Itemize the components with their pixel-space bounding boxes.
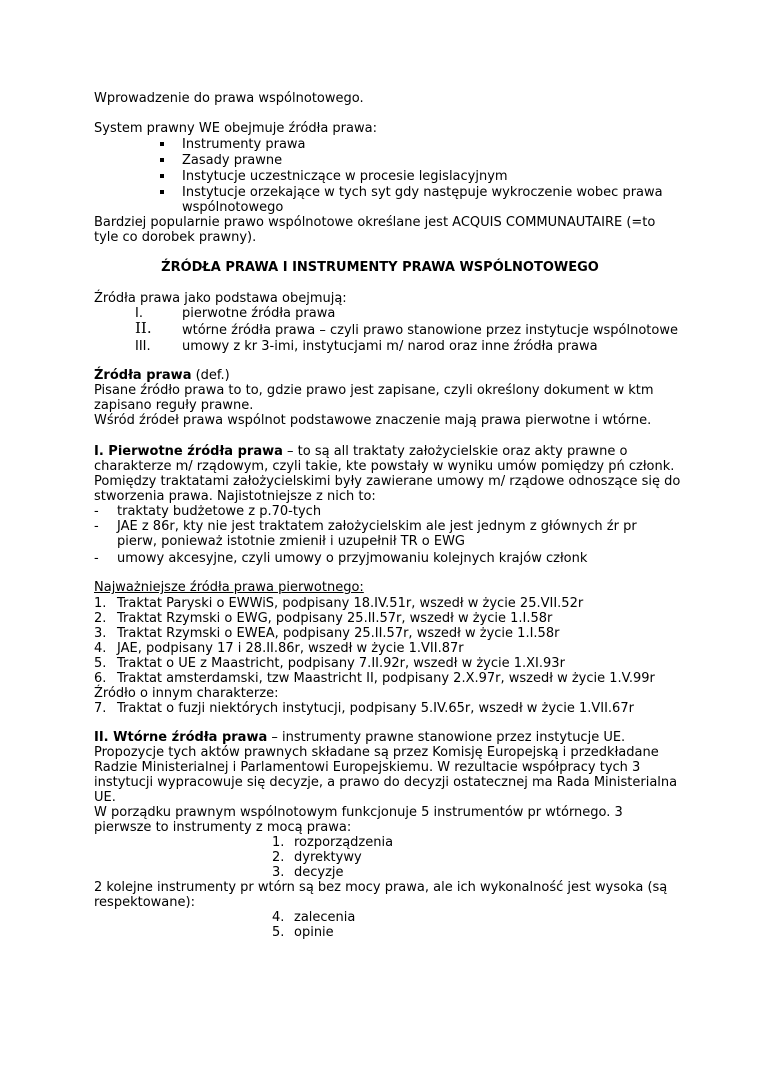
treaty-num: 7. — [94, 701, 107, 716]
instrument-num: 4. — [272, 910, 285, 925]
instrument-item: decyzje — [294, 865, 344, 880]
acquis-line: tyle co dorobek prawny). — [94, 230, 257, 245]
other-label: Źródło o innym charakterze: — [94, 686, 279, 701]
bullet-marker — [160, 190, 164, 194]
secondary-line: UE. — [94, 790, 116, 805]
bullet-marker — [160, 158, 164, 162]
instrument-num: 2. — [272, 850, 285, 865]
dash-item: JAE z 86r, kty nie jest traktatem założycielskim ale jest jednym z głównych źr pr — [117, 519, 637, 534]
treaty-item: Traktat o UE z Maastricht, podpisany 7.II.92r, wszedł w życie 1.XI.93r — [117, 656, 565, 671]
primary-line: Pomiędzy traktatami założycielskimi były zawierane umowy m/ rządowe odnoszące się do — [94, 474, 681, 489]
nonbinding-line: respektowane): — [94, 895, 195, 910]
secondary-first-line — [94, 730, 625, 745]
basis-item: pierwotne źródła prawa — [182, 306, 336, 321]
basis-num: II. — [135, 319, 152, 337]
primary-first-rest: – to są all traktaty założycielskie oraz akty prawne o — [282, 444, 628, 459]
primary-first-line — [94, 444, 627, 459]
dash-item: traktaty budżetowe z p.70-tych — [117, 504, 322, 519]
basis-item: wtórne źródła prawa – czyli prawo stanowione przez instytucje wspólnotowe — [182, 323, 678, 338]
instrument-item: rozporządzenia — [294, 835, 394, 850]
basis-lead: Źródła prawa jako podstawa obejmują: — [94, 291, 347, 306]
acquis-line: Bardziej popularnie prawo wspólnotowe określane jest ACQUIS COMMUNAUTAIRE (=to — [94, 215, 656, 230]
definition-term: Źródła prawa — [94, 368, 192, 383]
definition-line: zapisano reguły prawne. — [94, 398, 254, 413]
treaty-item: Traktat amsterdamski, tzw Maastricht II, podpisany 2.X.97r, wszedł w życie 1.V.99r — [117, 671, 655, 686]
definition-suffix: (def.) — [191, 368, 230, 383]
instrument-item: zalecenia — [294, 910, 356, 925]
treaty-item: Traktat Rzymski o EWG, podpisany 25.II.57r, wszedł w życie 1.I.58r — [117, 611, 553, 626]
important-heading: Najważniejsze źródła prawa pierwotnego: — [94, 580, 364, 595]
secondary-line: W porządku prawnym wspólnotowym funkcjonuje 5 instrumentów pr wtórnego. 3 — [94, 805, 623, 820]
instrument-num: 3. — [272, 865, 285, 880]
bullet-item: Instytucje uczestniczące w procesie legislacyjnym — [182, 169, 508, 184]
bullet-item: Instrumenty prawa — [182, 137, 306, 152]
nonbinding-line: 2 kolejne instrumenty pr wtórn są bez mocy prawa, ale ich wykonalność jest wysoka (są — [94, 880, 668, 895]
secondary-term: II. Wtórne źródła prawa — [94, 730, 268, 745]
primary-line: charakterze m/ rządowym, czyli takie, kte powstały w wyniku umów pomiędzy pń członk. — [94, 459, 675, 474]
primary-line: stworzenia prawa. Najistotniejsze z nich to: — [94, 489, 376, 504]
secondary-line: pierwsze to instrumenty z mocą prawa: — [94, 820, 352, 835]
treaty-num: 4. — [94, 641, 107, 656]
definition-line: Pisane źródło prawa to to, gdzie prawo jest zapisane, czyli określony dokument w ktm — [94, 383, 654, 398]
treaty-item: Traktat Paryski o EWWiS, podpisany 18.IV.51r, wszedł w życie 25.VII.52r — [117, 596, 584, 611]
instrument-item: dyrektywy — [294, 850, 362, 865]
dash-item: umowy akcesyjne, czyli umowy o przyjmowaniu kolejnych krajów członk — [117, 551, 588, 566]
instrument-num: 1. — [272, 835, 285, 850]
bullet-item: Zasady prawne — [182, 153, 283, 168]
treaty-num: 2. — [94, 611, 107, 626]
secondary-line: Radzie Ministerialnej i Parlamentowi Europejskiemu. W rezultacie współpracy tych 3 — [94, 760, 641, 775]
basis-num: III. — [135, 339, 151, 354]
treaty-item: Traktat o fuzji niektórych instytucji, podpisany 5.IV.65r, wszedł w życie 1.VII.67r — [117, 701, 634, 716]
system-lead: System prawny WE obejmuje źródła prawa: — [94, 121, 377, 136]
dash-marker: - — [94, 519, 99, 534]
instrument-num: 5. — [272, 925, 285, 940]
primary-term: I. Pierwotne źródła prawa — [94, 444, 283, 459]
instrument-item: opinie — [294, 925, 334, 940]
treaty-item: Traktat Rzymski o EWEA, podpisany 25.II.57r, wszedł w życie 1.I.58r — [117, 626, 560, 641]
definition-title — [94, 368, 230, 383]
section-heading: ŹRÓDŁA PRAWA I INSTRUMENTY PRAWA WSPÓLNOTOWEGO — [161, 260, 599, 275]
treaty-num: 3. — [94, 626, 107, 641]
treaty-num: 5. — [94, 656, 107, 671]
bullet-marker — [160, 142, 164, 146]
basis-num: I. — [135, 306, 143, 321]
secondary-line: Propozycje tych aktów prawnych składane są przez Komisję Europejską i przedkładane — [94, 745, 659, 760]
secondary-first-rest: – instrumenty prawne stanowione przez instytucje UE. — [267, 730, 626, 745]
bullet-item: Instytucje orzekające w tych syt gdy następuje wykroczenie wobec prawa — [182, 185, 663, 200]
treaty-num: 1. — [94, 596, 107, 611]
basis-item: umowy z kr 3-imi, instytucjami m/ narod oraz inne źródła prawa — [182, 339, 598, 354]
definition-line: Wśród źródeł prawa wspólnot podstawowe znaczenie mają prawa pierwotne i wtórne. — [94, 413, 652, 428]
secondary-line: instytucji wypracowuje się decyzje, a prawo do decyzji ostatecznej ma Rada Ministerialna — [94, 775, 678, 790]
treaty-num: 6. — [94, 671, 107, 686]
bullet-item-continuation: wspólnotowego — [182, 200, 284, 215]
intro-title: Wprowadzenie do prawa wspólnotowego. — [94, 91, 364, 106]
dash-marker: - — [94, 551, 99, 566]
dash-item-continuation: pierw, ponieważ istotnie zmienił i uzupełnił TR o EWG — [117, 534, 466, 549]
bullet-marker — [160, 174, 164, 178]
treaty-item: JAE, podpisany 17 i 28.II.86r, wszedł w życie 1.VII.87r — [117, 641, 464, 656]
dash-marker: - — [94, 504, 99, 519]
